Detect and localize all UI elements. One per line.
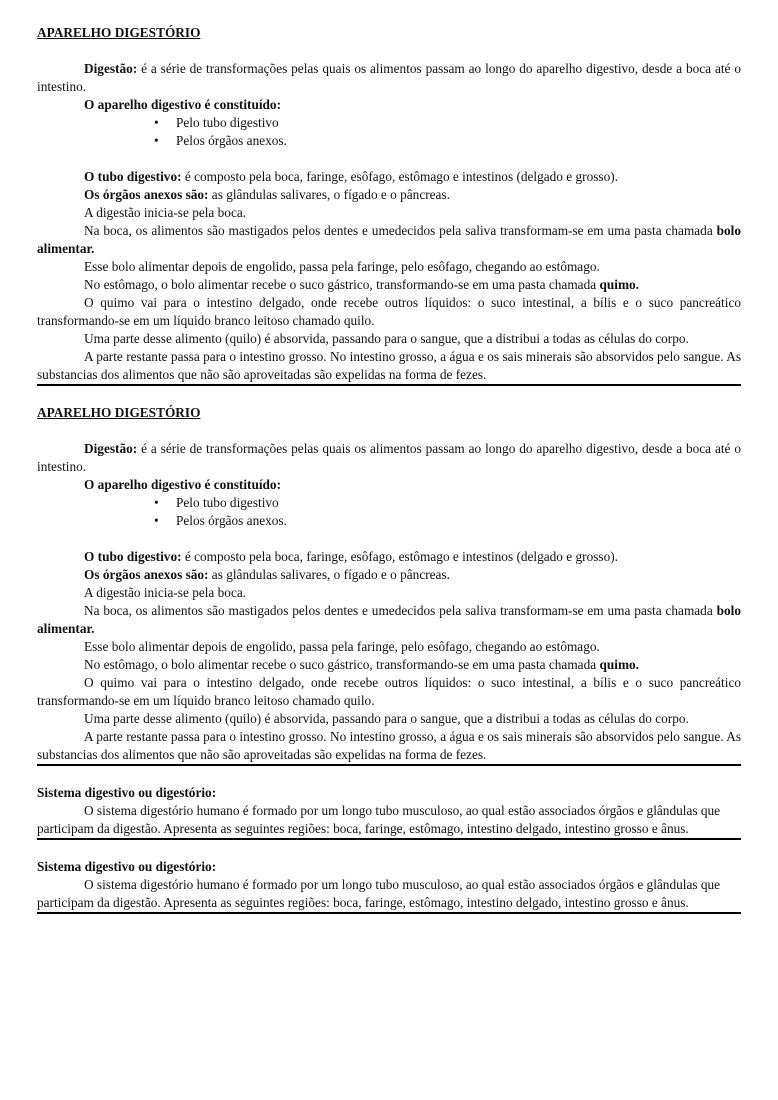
definition-paragraph: Digestão: é a série de transformações pelas quais os alimentos passam ao longo do aparelho digestivo, desde a boca até o intestino.	[37, 441, 741, 474]
inicio-paragraph: A digestão inicia-se pela boca.	[84, 205, 247, 220]
restante-paragraph: A parte restante passa para o intestino grosso. No intestino grosso, a água e os sais minerais são absorvidos pelo sangue. As substancias dos alimentos que não são aproveitadas são expelidas na forma de fezes.	[37, 728, 741, 766]
estomago-paragraph: No estômago, o bolo alimentar recebe o suco gástrico, transformando-se em uma pasta chamada quimo.	[84, 277, 639, 292]
restante-paragraph: A parte restante passa para o intestino grosso. No intestino grosso, a água e os sais minerais são absorvidos pelo sangue. As substancias dos alimentos que não são aproveitadas são expelidas na forma de fezes.	[37, 348, 741, 386]
section-title: APARELHO DIGESTÓRIO	[37, 405, 201, 420]
sistema-heading: Sistema digestivo ou digestório:	[37, 859, 217, 874]
definition-paragraph: Digestão: é a série de transformações pelas quais os alimentos passam ao longo do aparelho digestivo, desde a boca até o intestino.	[37, 61, 741, 94]
digestive-section-1	[37, 24, 741, 386]
digestive-section-2	[37, 404, 741, 766]
quimo-paragraph: O quimo vai para o intestino delgado, onde recebe outros líquidos: o suco intestinal, a bílis e o suco pancreático transformando-se em um líquido branco leitoso chamado quilo.	[37, 675, 741, 708]
boca-paragraph: Na boca, os alimentos são mastigados pelos dentes e umedecidos pela saliva transformam-se em uma pasta chamada bolo alimentar.	[37, 603, 741, 636]
bolo-paragraph: Esse bolo alimentar depois de engolido, passa pela faringe, pelo esôfago, chegando ao estômago.	[84, 259, 600, 274]
list-item: • Pelo tubo digestivo	[154, 494, 741, 512]
list-item: • Pelos órgãos anexos.	[154, 512, 741, 530]
constitution-list	[37, 494, 741, 530]
sistema-heading: Sistema digestivo ou digestório:	[37, 785, 217, 800]
constitution-heading: O aparelho digestivo é constituído:	[84, 477, 281, 492]
document-page	[37, 18, 741, 932]
constitution-list	[37, 114, 741, 150]
estomago-paragraph: No estômago, o bolo alimentar recebe o suco gástrico, transformando-se em uma pasta chamada quimo.	[84, 657, 639, 672]
anexos-paragraph: Os órgãos anexos são: as glândulas salivares, o fígado e o pâncreas.	[84, 567, 450, 582]
tubo-paragraph: O tubo digestivo: é composto pela boca, faringe, esôfago, estômago e intestinos (delgado e grosso).	[84, 169, 618, 184]
quilo-paragraph: Uma parte desse alimento (quilo) é absorvida, passando para o sangue, que a distribui a todas as células do corpo.	[84, 711, 689, 726]
list-item: • Pelo tubo digestivo	[154, 114, 741, 132]
sistema-section-2	[37, 858, 741, 914]
quilo-paragraph: Uma parte desse alimento (quilo) é absorvida, passando para o sangue, que a distribui a todas as células do corpo.	[84, 331, 689, 346]
list-item: • Pelos órgãos anexos.	[154, 132, 741, 150]
constitution-heading: O aparelho digestivo é constituído:	[84, 97, 281, 112]
boca-paragraph: Na boca, os alimentos são mastigados pelos dentes e umedecidos pela saliva transformam-se em uma pasta chamada bolo alimentar.	[37, 223, 741, 256]
bolo-paragraph: Esse bolo alimentar depois de engolido, passa pela faringe, pelo esôfago, chegando ao estômago.	[84, 639, 600, 654]
anexos-paragraph: Os órgãos anexos são: as glândulas salivares, o fígado e o pâncreas.	[84, 187, 450, 202]
inicio-paragraph: A digestão inicia-se pela boca.	[84, 585, 247, 600]
section-title: APARELHO DIGESTÓRIO	[37, 25, 201, 40]
sistema-paragraph: O sistema digestório humano é formado por um longo tubo musculoso, ao qual estão associados órgãos e glândulas que participam da digestão. Apresenta as seguintes regiões: boca, faringe, estômago, intestino delgado, intestino grosso e ânus.	[37, 876, 741, 914]
sistema-section-1	[37, 784, 741, 840]
sistema-paragraph: O sistema digestório humano é formado por um longo tubo musculoso, ao qual estão associados órgãos e glândulas que participam da digestão. Apresenta as seguintes regiões: boca, faringe, estômago, intestino delgado, intestino grosso e ânus.	[37, 802, 741, 840]
quimo-paragraph: O quimo vai para o intestino delgado, onde recebe outros líquidos: o suco intestinal, a bílis e o suco pancreático transformando-se em um líquido branco leitoso chamado quilo.	[37, 295, 741, 328]
tubo-paragraph: O tubo digestivo: é composto pela boca, faringe, esôfago, estômago e intestinos (delgado e grosso).	[84, 549, 618, 564]
